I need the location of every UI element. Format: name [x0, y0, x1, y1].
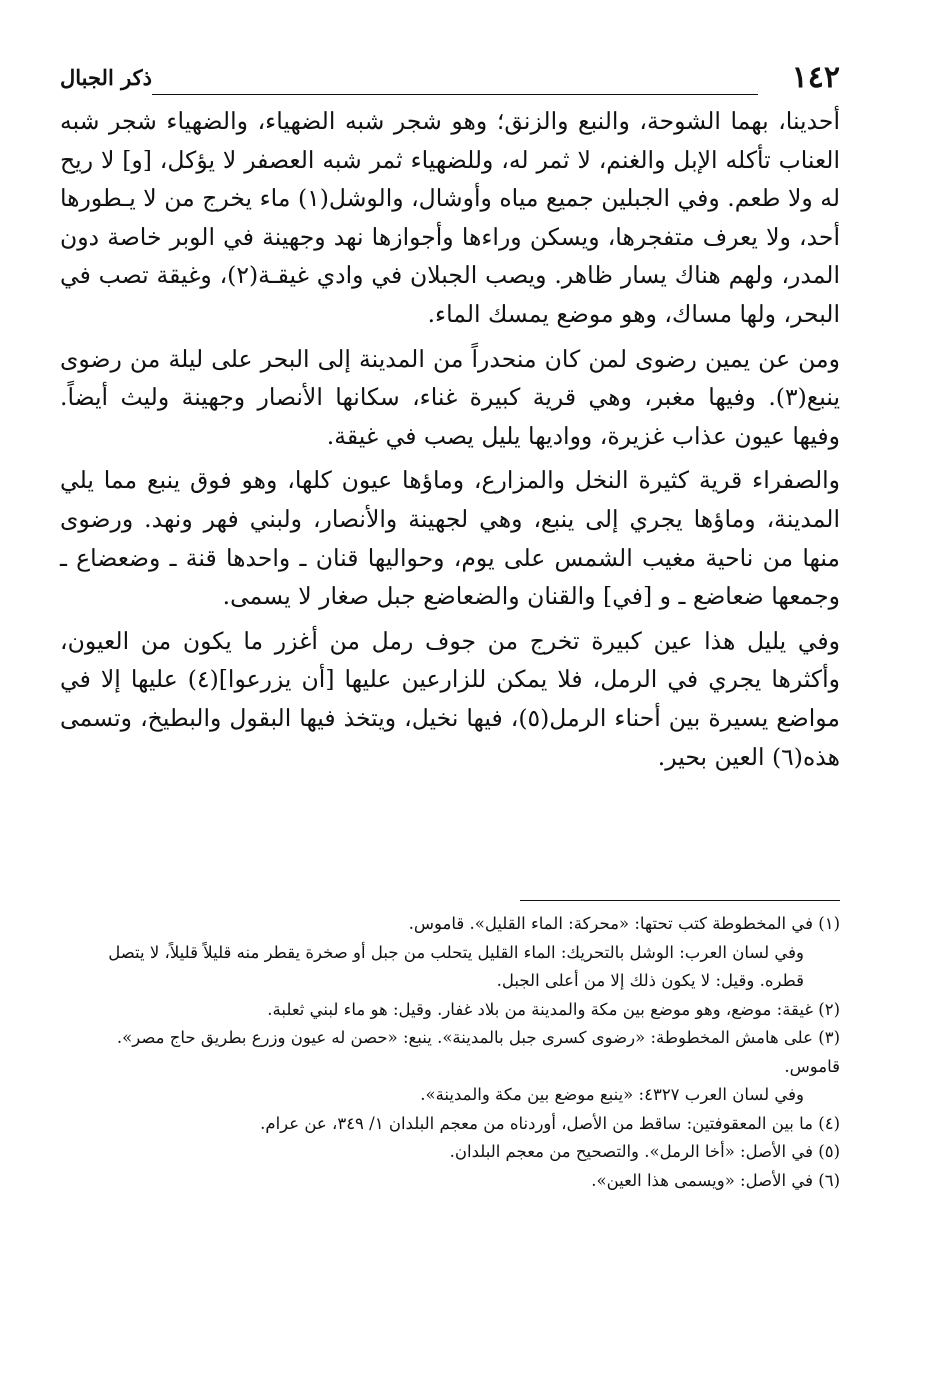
footnote: (٤) ما بين المعقوفتين: ساقط من الأصل، أوردناه من معجم البلدان ١/ ٣٤٩، عن عرام.: [260, 1113, 840, 1133]
paragraph: أحدينا، بهما الشوحة، والنبع والزنق؛ وهو شجر شبه الضهياء، والضهياء شجر شبه العناب تأكله الإبل والغنم، لا ثمر له، وللضهياء ثمر شبه العصفر لا يؤكل، [و] لا ريح له ولا طعم. وفي الجبلين جميع مياه وأوشال، والوشل(١) ماء يخرج من لا يـطورها أحد، ولا يعرف متفجرها، ويسكن وراءها وأجوازها نهد وجهينة في الوبر خاصة دون المدر، ولهم هناك يسار ظاهر. ويصب الجبلان في وادي غيقـة(٢)، وغيقة تصب في البحر، ولها مساك، وهو موضع يمسك الماء.: [60, 107, 840, 328]
paragraph: ومن عن يمين رضوى لمن كان منحدراً من المدينة إلى البحر على ليلة من رضوى ينبع(٣). وفيها مغبر، وهي قرية كبيرة غناء، سكانها الأنصار وجهينة وليث أيضاً. وفيها عيون عذاب غزيرة، وواديها يليل يصب في غيقة.: [60, 344, 840, 450]
book-page: [60, 40, 840, 1340]
footnote: (٢) غيقة: موضع، وهو موضع بين مكة والمدينة من بلاد غفار. وقيل: هو ماء لبني ثعلبة.: [267, 999, 840, 1019]
footnote-continuation: وفي لسان العرب: الوشل بالتحريك: الماء القليل يتحلب من جبل أو صخرة يقطر منه قليلاً قليلاً، لا يتصل قطره. وقيل: لا يكون ذلك إلا من أعلى الجبل.: [108, 942, 804, 990]
main-text: [60, 102, 840, 782]
header-rule: [152, 94, 758, 95]
footnote: (٦) في الأصل: «ويسمى هذا العين».: [591, 1170, 840, 1190]
footnote: (٣) على هامش المخطوطة: «رضوى كسرى جبل بالمدينة». ينبع: «حصن له عيون وزرع بطريق حاج مصر». قاموس.: [116, 1028, 840, 1076]
paragraph: والصفراء قرية كثيرة النخل والمزارع، وماؤها عيون كلها، وهو فوق ينبع مما يلي المدينة، وماؤها يجري إلى ينبع، وهي لجهينة والأنصار، ولبني فهر ونهد. ورضوى منها من ناحية مغيب الشمس على يوم، وحواليها قنان ـ واحدها قنة ـ وضعضاع ـ وجمعها ضعاضع ـ و [في] والقنان والضعاضع جبل صغار لا يسمى.: [60, 466, 840, 611]
footnote-continuation: وفي لسان العرب ٤٣٢٧: «ينبع موضع بين مكة والمدينة».: [420, 1085, 804, 1104]
paragraph: وفي يليل هذا عين كبيرة تخرج من جوف رمل من أغزر ما يكون من العيون، وأكثرها يجري في الرمل، فلا يمكن للزارعين عليها [أن يزرعوا](٤) عليها إلا في مواضع يسيرة بين أحناء الرمل(٥)، فيها نخيل، ويتخذ فيها البقول والبطيخ، وتسمى هذه(٦) العين بحير.: [60, 626, 840, 771]
footnote-rule: [520, 900, 840, 901]
footnotes: [60, 910, 840, 1195]
running-title: ذكر الجبال: [60, 65, 153, 90]
footnote: (٥) في الأصل: «أخا الرمل». والتصحيح من معجم البلدان.: [449, 1142, 840, 1161]
footnote: (١) في المخطوطة كتب تحتها: «محركة: الماء القليل». قاموس.: [408, 914, 840, 933]
page-header: [60, 58, 840, 98]
page-number: ١٤٢: [791, 60, 840, 95]
